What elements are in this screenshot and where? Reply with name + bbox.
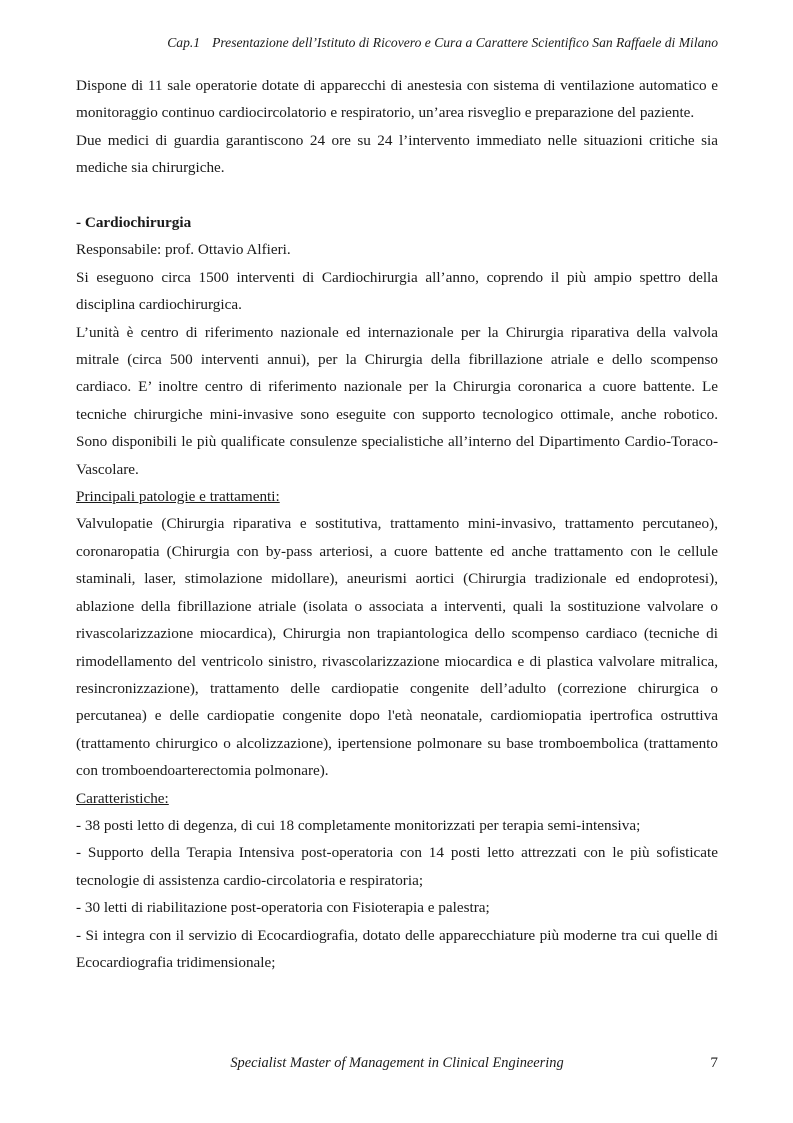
list-item: - 38 posti letto di degenza, di cui 18 completamente monitorizzati per terapia semi-intensiva; [76, 816, 641, 834]
paragraph-pathologies: Valvulopatie (Chirurgia riparativa e sostitutiva, trattamento mini-invasivo, trattamento percutaneo), coronaropatia (Chirurgia con by-pass arteriosi, a cuore battente ed anche trattamento con le cellule staminali, laser, stimolazione midollare), aneurismi aortici (Chirurgia tradizionale ed endoprotesi), ablazione della fibrillazione atriale (isolata o associata a interventi, quali la sostituzione valvolare o rivascolarizzazione miocardica), Chirurgia non trapiantologica dello scompenso cardiaco (tecniche di rimodellamento del ventricolo sinistro, rivascolarizzazione miocardica e di plastica valvolare mitralica, resincronizzazione), trattamento delle cardiopatie congenite dell’adulto (correzione chirurgica o percutanea) e delle cardiopatie congenite dopo l'età neonatale, cardiomiopatia ipertrofica ostruttiva (trattamento chirurgico o alcolizzazione), ipertensione polmonare su base tromboembolica (trattamento con tromboendoarterectomia polmonare). [76, 515, 718, 780]
list-item: - 30 letti di riabilitazione post-operatoria con Fisioterapia e palestra; [76, 899, 490, 917]
list-item: - Si integra con il servizio di Ecocardiografia, dotato delle apparecchiature più moderne tra cui quelle di Ecocardiografia tridimensionale; [76, 926, 718, 971]
responsabile-line: Responsabile: prof. Ottavio Alfieri. [76, 241, 291, 259]
paragraph-guard-doctors: Due medici di guardia garantiscono 24 ore su 24 l’intervento immediato nelle situazioni critiche sia mediche sia chirurgiche. [76, 131, 718, 177]
running-header [76, 33, 718, 53]
page-body [76, 72, 718, 976]
section-title: - Cardiochirurgia [76, 214, 192, 232]
page-number: 7 [710, 1054, 718, 1071]
footer-title: Specialist Master of Management in Clinical Engineering [230, 1055, 564, 1071]
subheading-characteristics: Caratteristiche: [76, 789, 169, 807]
subheading-pathologies: Principali patologie e trattamenti: [76, 488, 280, 506]
paragraph-reference-center: L’unità è centro di riferimento nazionale ed internazionale per la Chirurgia riparativa della valvola mitrale (circa 500 interventi annui), per la Chirurgia della fibrillazione atriale e dello scompenso cardiaco. E’ inoltre centro di riferimento nazionale per la Chirurgia coronarica a cuore battente. Le tecniche chirurgiche mini-invasive sono eseguite con supporto tecnologico ottimale, anche robotico. Sono disponibili le più qualificate consulenze specialistiche all’interno del Dipartimento Cardio-Toraco-Vascolare. [76, 323, 718, 478]
chapter-title: Presentazione dell’Istituto di Ricovero e Cura a Carattere Scientifico San Raffaele di Milano [212, 35, 718, 50]
list-item: - Supporto della Terapia Intensiva post-operatoria con 14 posti letto attrezzati con le più sofisticate tecnologie di assistenza cardio-circolatoria e respiratoria; [76, 844, 718, 889]
paragraph-interventions: Si eseguono circa 1500 interventi di Cardiochirurgia all’anno, coprendo il più ampio spettro della disciplina cardiochirurgica. [76, 268, 718, 314]
paragraph-operating-rooms: Dispone di 11 sale operatorie dotate di apparecchi di anestesia con sistema di ventilazione automatico e monitoraggio continuo cardiocircolatorio e respiratorio, un’area risveglio e preparazione del paziente. [76, 77, 718, 122]
chapter-label: Cap.1 [167, 35, 201, 50]
spacer [76, 182, 718, 209]
